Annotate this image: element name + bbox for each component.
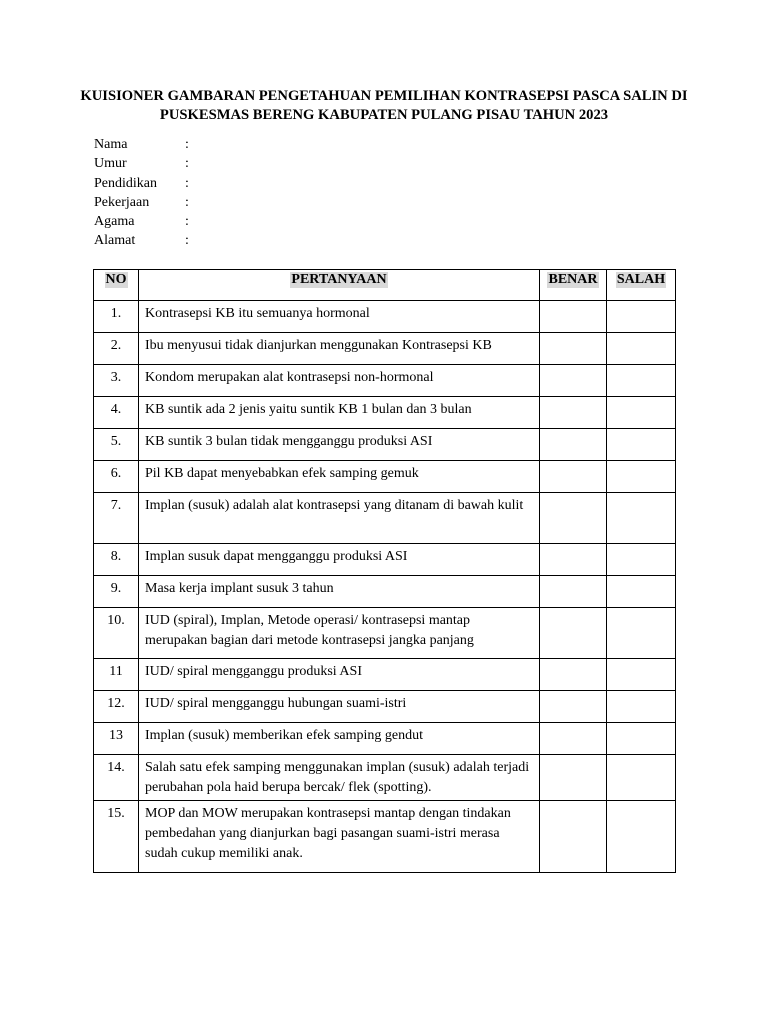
row-question: KB suntik 3 bulan tidak mengganggu produksi ASI [139, 429, 540, 461]
answer-false-cell[interactable] [607, 723, 676, 755]
identity-colon: : [185, 156, 189, 172]
row-number: 7. [94, 493, 139, 544]
answer-true-cell[interactable] [540, 801, 607, 873]
answer-false-cell[interactable] [607, 397, 676, 429]
header-question [139, 270, 540, 301]
answer-true-cell[interactable] [540, 608, 607, 659]
table-row [94, 429, 676, 461]
row-question: Pil KB dapat menyebabkan efek samping gemuk [139, 461, 540, 493]
table-row [94, 301, 676, 333]
table-row [94, 493, 676, 544]
row-number: 11 [94, 659, 139, 691]
identity-label: Alamat [94, 233, 136, 249]
answer-true-cell[interactable] [540, 691, 607, 723]
answer-true-cell[interactable] [540, 544, 607, 576]
answer-false-cell[interactable] [607, 493, 676, 544]
header-false-label: SALAH [616, 272, 666, 287]
table-row [94, 691, 676, 723]
answer-true-cell[interactable] [540, 397, 607, 429]
table-row [94, 365, 676, 397]
answer-true-cell[interactable] [540, 461, 607, 493]
identity-colon: : [185, 175, 189, 191]
identity-fields [94, 135, 394, 251]
row-number: 8. [94, 544, 139, 576]
row-question: Implan (susuk) adalah alat kontrasepsi yang ditanam di bawah kulit [139, 493, 540, 544]
identity-row [94, 193, 394, 212]
identity-row [94, 174, 394, 193]
answer-true-cell[interactable] [540, 755, 607, 801]
header-false [607, 270, 676, 301]
answer-false-cell[interactable] [607, 576, 676, 608]
row-number: 10. [94, 608, 139, 659]
title-line-2: PUSKESMAS BERENG KABUPATEN PULANG PISAU TAHUN 2023 [159, 107, 609, 123]
table-row [94, 397, 676, 429]
identity-label: Pekerjaan [94, 194, 150, 210]
answer-false-cell[interactable] [607, 801, 676, 873]
answer-true-cell[interactable] [540, 429, 607, 461]
table-row [94, 608, 676, 659]
row-question: Ibu menyusui tidak dianjurkan menggunakan Kontrasepsi KB [139, 333, 540, 365]
answer-false-cell[interactable] [607, 755, 676, 801]
row-question: IUD (spiral), Implan, Metode operasi/ kontrasepsi mantap merupakan bagian dari metode kontrasepsi jangka panjang [139, 608, 540, 659]
identity-row [94, 154, 394, 173]
identity-row [94, 212, 394, 231]
table-body [94, 301, 676, 873]
row-number: 5. [94, 429, 139, 461]
answer-false-cell[interactable] [607, 608, 676, 659]
row-question: MOP dan MOW merupakan kontrasepsi mantap dengan tindakan pembedahan yang dianjurkan bagi pasangan suami-istri merasa sudah cukup memiliki anak. [139, 801, 540, 873]
row-question: IUD/ spiral mengganggu produksi ASI [139, 659, 540, 691]
answer-false-cell[interactable] [607, 429, 676, 461]
questionnaire-table [93, 269, 676, 873]
identity-colon: : [185, 233, 189, 249]
row-question: Masa kerja implant susuk 3 tahun [139, 576, 540, 608]
answer-false-cell[interactable] [607, 659, 676, 691]
row-question: Kondom merupakan alat kontrasepsi non-hormonal [139, 365, 540, 397]
answer-false-cell[interactable] [607, 691, 676, 723]
header-true-label: BENAR [548, 272, 598, 287]
answer-false-cell[interactable] [607, 333, 676, 365]
identity-label: Pendidikan [94, 175, 157, 191]
answer-true-cell[interactable] [540, 365, 607, 397]
answer-true-cell[interactable] [540, 659, 607, 691]
header-true [540, 270, 607, 301]
row-question: Implan (susuk) memberikan efek samping gendut [139, 723, 540, 755]
answer-false-cell[interactable] [607, 301, 676, 333]
header-no-label: NO [105, 272, 127, 287]
table-row [94, 576, 676, 608]
header-no [94, 270, 139, 301]
table-row [94, 755, 676, 801]
identity-colon: : [185, 137, 189, 152]
row-question: Kontrasepsi KB itu semuanya hormonal [139, 301, 540, 333]
table-row [94, 723, 676, 755]
answer-false-cell[interactable] [607, 544, 676, 576]
row-question: IUD/ spiral mengganggu hubungan suami-istri [139, 691, 540, 723]
row-number: 13 [94, 723, 139, 755]
answer-true-cell[interactable] [540, 493, 607, 544]
row-number: 3. [94, 365, 139, 397]
identity-colon: : [185, 214, 189, 230]
identity-label: Agama [94, 214, 135, 230]
table-row [94, 461, 676, 493]
row-number: 14. [94, 755, 139, 801]
identity-row [94, 231, 394, 250]
identity-row [94, 135, 394, 154]
identity-label: Nama [94, 137, 128, 152]
identity-colon: : [185, 194, 189, 210]
answer-false-cell[interactable] [607, 365, 676, 397]
table-row [94, 333, 676, 365]
row-number: 12. [94, 691, 139, 723]
answer-false-cell[interactable] [607, 461, 676, 493]
header-question-label: PERTANYAAN [291, 272, 387, 287]
row-question: KB suntik ada 2 jenis yaitu suntik KB 1 bulan dan 3 bulan [139, 397, 540, 429]
answer-true-cell[interactable] [540, 576, 607, 608]
row-number: 2. [94, 333, 139, 365]
table-row [94, 801, 676, 873]
answer-true-cell[interactable] [540, 723, 607, 755]
row-number: 6. [94, 461, 139, 493]
identity-label: Umur [94, 156, 127, 172]
row-question: Salah satu efek samping menggunakan implan (susuk) adalah terjadi perubahan pola haid berupa bercak/ flek (spotting). [139, 755, 540, 801]
row-number: 1. [94, 301, 139, 333]
table-row [94, 544, 676, 576]
row-number: 4. [94, 397, 139, 429]
document-title [40, 87, 728, 125]
row-number: 9. [94, 576, 139, 608]
answer-true-cell[interactable] [540, 301, 607, 333]
title-line-1: KUISIONER GAMBARAN PENGETAHUAN PEMILIHAN KONTRASEPSI PASCA SALIN DI [80, 88, 688, 104]
answer-true-cell[interactable] [540, 333, 607, 365]
row-number: 15. [94, 801, 139, 873]
table-row [94, 659, 676, 691]
table-header-row [94, 270, 676, 301]
row-question: Implan susuk dapat mengganggu produksi ASI [139, 544, 540, 576]
